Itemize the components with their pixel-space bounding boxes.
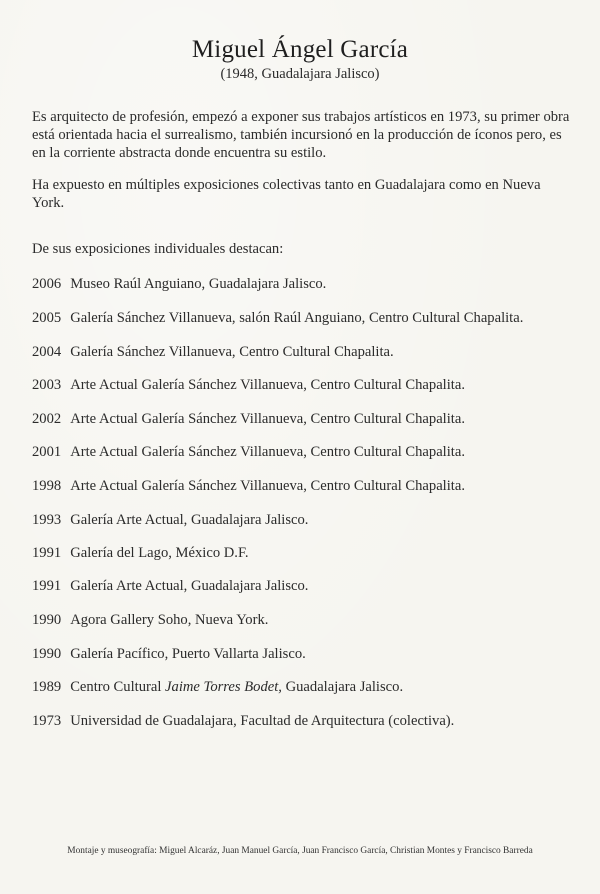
exhibition-item: [32, 410, 577, 428]
bio-paragraph-2: Ha expuesto en múltiples exposiciones colectivas tanto en Guadalajara como en Nueva York.: [32, 177, 541, 211]
exhibition-item: [32, 611, 577, 629]
exhibition-text-pre: Centro Cultural: [70, 679, 166, 695]
exhibition-item: [32, 678, 577, 696]
exhibition-item: [32, 443, 577, 461]
exhibition-text-post: Guadalajara Jalisco.: [281, 679, 404, 695]
exhibition-item: [32, 712, 577, 730]
exhibition-item: [32, 511, 577, 529]
exhibition-item: [32, 309, 577, 327]
exhibition-text: Galería Sánchez Villanueva, salón Raúl Anguiano, Centro Cultural Chapalita.: [70, 310, 524, 326]
exhibition-year: 2006: [32, 276, 62, 292]
exhibition-year: 2001: [32, 444, 62, 460]
artist-birth: (1948, Guadalajara Jalisco): [220, 66, 380, 82]
exhibition-item: [32, 343, 577, 361]
exhibition-item: [32, 544, 577, 562]
exhibition-text: Galería Sánchez Villanueva, Centro Cultural Chapalita.: [70, 344, 394, 360]
exhibition-item: [32, 477, 577, 495]
exhibition-year: 1989: [32, 679, 62, 695]
artist-name: Miguel Ángel García: [191, 36, 409, 63]
exhibition-item: [32, 577, 577, 595]
exhibition-year: 2004: [32, 344, 62, 360]
exhibition-text: Museo Raúl Anguiano, Guadalajara Jalisco.: [70, 276, 327, 292]
exhibition-item: [32, 275, 577, 293]
exhibition-year: 1993: [32, 512, 62, 528]
exhibition-year: 2002: [32, 411, 62, 427]
exhibition-text: Arte Actual Galería Sánchez Villanueva, Centro Cultural Chapalita.: [70, 478, 465, 494]
exhibition-text: Arte Actual Galería Sánchez Villanueva, Centro Cultural Chapalita.: [70, 411, 465, 427]
exhibition-text: Galería del Lago, México D.F.: [70, 545, 249, 561]
exhibition-year: 2003: [32, 377, 62, 393]
exhibition-text: Arte Actual Galería Sánchez Villanueva, Centro Cultural Chapalita.: [70, 444, 465, 460]
exhibition-text: Agora Gallery Soho, Nueva York.: [70, 612, 269, 628]
exhibition-year: 1998: [32, 478, 62, 494]
exhibition-text: Arte Actual Galería Sánchez Villanueva, Centro Cultural Chapalita.: [70, 377, 465, 393]
exhibition-item: [32, 376, 577, 394]
credits-footer: Montaje y museografía: Miguel Alcaráz, Juan Manuel García, Juan Francisco García, Christian Montes y Francisco Barreda: [67, 846, 533, 856]
exhibition-year: 1990: [32, 612, 62, 628]
exhibitions-intro: De sus exposiciones individuales destacan:: [32, 241, 284, 257]
exhibition-year: 1991: [32, 545, 62, 561]
exhibition-text: Galería Arte Actual, Guadalajara Jalisco.: [70, 512, 309, 528]
exhibition-venue-italic: Jaime Torres Bodet,: [165, 679, 282, 695]
exhibition-text: Galería Arte Actual, Guadalajara Jalisco.: [70, 578, 309, 594]
exhibition-year: 2005: [32, 310, 62, 326]
exhibition-text: Universidad de Guadalajara, Facultad de Arquitectura (colectiva).: [70, 713, 455, 729]
exhibition-item: [32, 645, 577, 663]
exhibition-year: 1990: [32, 646, 62, 662]
exhibition-year: 1991: [32, 578, 62, 594]
exhibition-text: Galería Pacífico, Puerto Vallarta Jalisco.: [70, 646, 306, 662]
bio-paragraph-1: Es arquitecto de profesión, empezó a exponer sus trabajos artísticos en 1973, su primer obra está orientada hacia el surrealismo, también incursionó en la producción de íconos pero, es en la corriente abstracta donde encuentra su estilo.: [32, 109, 570, 161]
exhibition-year: 1973: [32, 713, 62, 729]
